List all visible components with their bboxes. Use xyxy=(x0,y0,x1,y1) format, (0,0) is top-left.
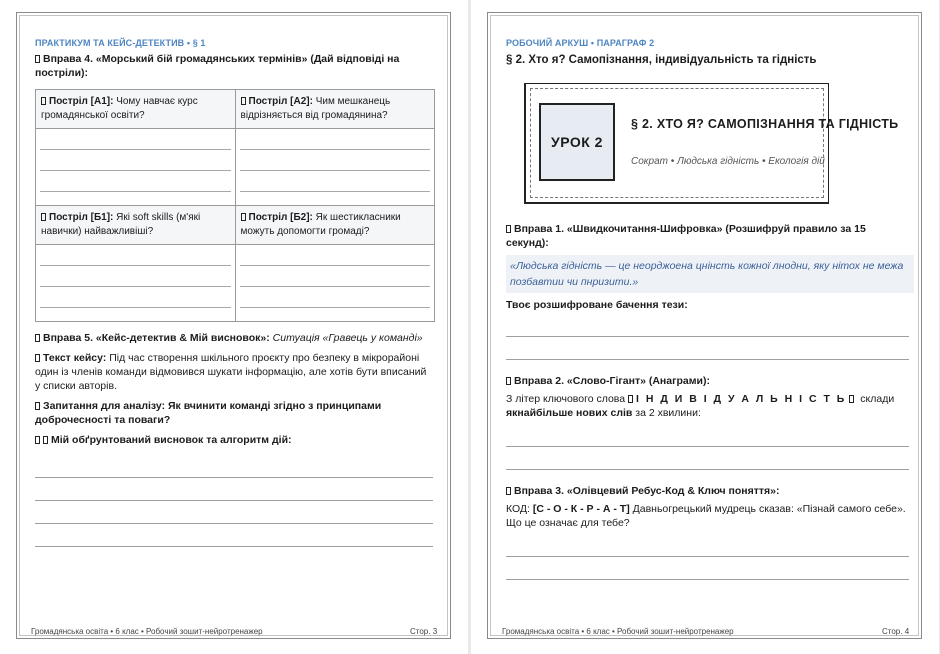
exercise-2-instructions xyxy=(506,392,909,420)
answer-line xyxy=(506,314,909,337)
write-line xyxy=(240,171,431,192)
lesson-banner xyxy=(524,83,899,204)
ex2-pre: З літер ключового слова xyxy=(506,393,629,405)
checkbox-icon xyxy=(35,402,40,410)
answer-area-b2[interactable] xyxy=(235,245,435,322)
cell-label: Постріл [А2]: xyxy=(248,96,313,107)
cell-label: Постріл [Б2]: xyxy=(248,212,313,223)
ex3-text: Давньогрецький мудрець сказав: «Пізнай самого себе». Що це означає для тебе? xyxy=(506,503,906,529)
checkbox-icon xyxy=(35,436,40,444)
exercise-4-title xyxy=(35,52,433,80)
section-kicker: РОБОЧИЙ АРКУШ • ПАРАГРАФ 2 xyxy=(506,38,655,48)
checkbox-icon xyxy=(241,97,246,105)
answer-line xyxy=(506,424,909,447)
exercise-3-lines[interactable] xyxy=(506,534,909,580)
answer-area-b1[interactable] xyxy=(36,245,236,322)
write-line xyxy=(40,266,231,287)
checkbox-icon xyxy=(41,213,46,221)
write-line xyxy=(240,150,431,171)
answer-line xyxy=(35,501,433,524)
analysis-question xyxy=(35,399,433,427)
cell-label: Постріл [А1]: xyxy=(49,96,114,107)
grid-cell-b1 xyxy=(36,206,236,245)
exercise-1-text: Вправа 1. «Швидкочитання-Шифровка» (Розшифруй правило за 15 секунд): xyxy=(506,223,866,249)
checkbox-icon xyxy=(35,55,40,63)
conclusion-text: Мій обґрунтований висновок та алгоритм дій: xyxy=(51,434,292,446)
question-text: Запитання для аналізу: Як вчинити команді згідно з принципами доброчесності та поваги? xyxy=(35,400,382,426)
write-line xyxy=(240,266,431,287)
answer-line xyxy=(35,478,433,501)
case-label: Текст кейсу: xyxy=(43,352,107,364)
exercise-1-prompt: Твоє розшифроване бачення тези: xyxy=(506,299,688,311)
exercise-5-title xyxy=(35,331,433,345)
answer-line xyxy=(506,557,909,580)
battleship-grid xyxy=(35,89,435,322)
section-kicker: ПРАКТИКУМ ТА КЕЙС-ДЕТЕКТИВ • § 1 xyxy=(35,38,206,48)
cell-question: Чому навчає курс громадянської освіти? xyxy=(41,96,198,121)
answer-line xyxy=(35,455,433,478)
ex2-post: за 2 хвилини: xyxy=(632,407,701,419)
case-text xyxy=(35,351,433,393)
footer-left: Громадянська освіта • 6 клас • Робочий зошит-нейротренажер xyxy=(502,627,734,636)
exercise-1-lines[interactable] xyxy=(506,314,909,360)
grid-cell-a1 xyxy=(36,90,236,129)
exercise-4-text: Вправа 4. «Морський бій громадянських термінів» (Дай відповіді на постріли): xyxy=(35,53,400,79)
conclusion-lines[interactable] xyxy=(35,455,433,547)
page-number: Стор. 4 xyxy=(882,627,910,636)
cell-question: Які soft skills (м'які навички) найважливіші? xyxy=(41,212,201,237)
exercise-5-situation: Ситуація «Гравець у команді» xyxy=(272,332,423,344)
write-line xyxy=(240,245,431,266)
write-line xyxy=(40,129,231,150)
exercise-5-label: Вправа 5. «Кейс-детектив & Мій висновок»: xyxy=(43,332,270,344)
checkbox-icon xyxy=(241,213,246,221)
key-word: І Н Д И В І Д У А Л Ь Н І С Т Ь xyxy=(636,393,847,405)
grid-cell-b2 xyxy=(235,206,435,245)
checkbox-icon xyxy=(506,225,511,233)
write-line xyxy=(40,245,231,266)
cell-question: Чим мешканець відрізняється від громадянина? xyxy=(240,96,391,121)
footer-left: Громадянська освіта • 6 клас • Робочий зошит-нейротренажер xyxy=(31,627,263,636)
answer-line xyxy=(35,524,433,547)
answer-line xyxy=(506,337,909,360)
lesson-heading: § 2. ХТО Я? САМОПІЗНАННЯ ТА ГІДНІСТЬ xyxy=(631,117,899,131)
page-number: Стор. 3 xyxy=(410,627,438,636)
exercise-3-title xyxy=(506,484,909,498)
code-prefix: КОД: xyxy=(506,503,533,515)
lesson-badge: УРОК 2 xyxy=(539,103,615,181)
cell-label: Постріл [Б1]: xyxy=(49,212,114,223)
write-line xyxy=(40,150,231,171)
lesson-subtitle: Сократ • Людська гідність • Екологія дій xyxy=(631,156,825,167)
checkbox-icon xyxy=(41,97,46,105)
write-line xyxy=(240,287,431,308)
answer-line xyxy=(506,447,909,470)
answer-area-a1[interactable] xyxy=(36,129,236,206)
exercise-2-text: Вправа 2. «Слово-Гігант» (Анаграми): xyxy=(514,375,710,387)
checkbox-icon xyxy=(43,436,48,444)
answer-line xyxy=(506,534,909,557)
write-line xyxy=(240,129,431,150)
exercise-1-title xyxy=(506,222,909,250)
workbook-page-4 xyxy=(471,0,939,654)
case-body: Під час створення шкільного проєкту про безпеку в мікрорайоні один із членів команди відмовився шукати інформацію, але хотів бути вписаний у списки авторів. xyxy=(35,352,427,392)
checkbox-icon xyxy=(628,395,633,403)
checkbox-icon xyxy=(35,354,40,362)
answer-area-a2[interactable] xyxy=(235,129,435,206)
rebus-code: [С - О - К - Р - А - Т] xyxy=(532,503,630,515)
exercise-2-lines[interactable] xyxy=(506,424,909,470)
grid-cell-a2 xyxy=(235,90,435,129)
checkbox-icon xyxy=(506,487,511,495)
exercise-2-title xyxy=(506,374,909,388)
ex2-mid: склади xyxy=(857,393,895,405)
workbook-page-3 xyxy=(0,0,468,654)
exercise-3-text: Вправа 3. «Олівцевий Ребус-Код & Ключ поняття»: xyxy=(514,485,780,497)
conclusion-heading xyxy=(35,433,433,447)
section-title: § 2. Хто я? Самопізнання, індивідуальність та гідність xyxy=(506,54,817,66)
checkbox-icon xyxy=(849,395,854,403)
page-content xyxy=(506,38,909,580)
cell-question: Як шестикласники можуть допомогти громаді? xyxy=(240,212,401,237)
checkbox-icon xyxy=(35,334,40,342)
page-content xyxy=(35,38,433,547)
write-line xyxy=(40,287,231,308)
write-line xyxy=(40,171,231,192)
encrypted-quote: «Людська гідність — це неорджоена цнінсть кожної лнодни, яку нітох не межа позбавтии чи пнризити.» xyxy=(506,255,914,293)
checkbox-icon xyxy=(506,377,511,385)
ex2-bold: якнайбільше нових слів xyxy=(506,407,633,419)
exercise-3-instructions xyxy=(506,502,909,530)
